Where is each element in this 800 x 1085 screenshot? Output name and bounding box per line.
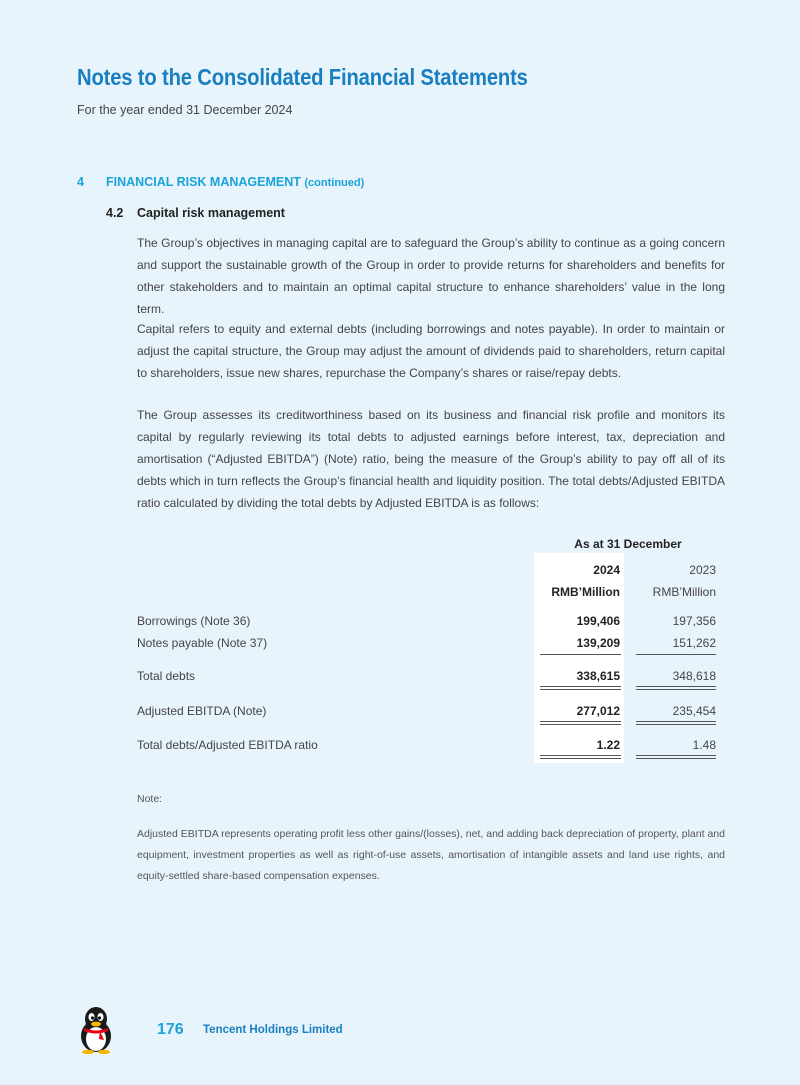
paragraph-creditworthiness: The Group assesses its creditworthiness based on its business and financial risk profile and monitors its capital by regularly reviewing its total debts to adjusted earnings before interest, tax, depreciation and amortisation (“Adjusted EBITDA”) (Note) ratio, being the measure of the Group’s ability to pay off all of its debts which in turn reflects the Group’s financial health and liquidity position. The total debts/Adjusted EBITDA ratio calculated by dividing the total debts by Adjusted EBITDA is as follows: — [137, 408, 725, 510]
row-label-adjusted-ebitda: Adjusted EBITDA (Note) — [137, 704, 267, 718]
column-header-year-2023: 2023 — [689, 563, 716, 577]
ebitda-rule-bottom-2024 — [540, 724, 621, 725]
value-borrowings-2023: 197,356 — [672, 614, 716, 628]
subtotal-rule-2023 — [636, 654, 716, 655]
paragraph-capital-objectives: The Group’s objectives in managing capital are to safeguard the Group’s ability to continue as a going concern and support the sustainable growth of the Group in order to provide returns for shareholders and benefits for other stakeholders and to maintain an optimal capital structure to enhance shareholders’ value in the long term. — [137, 236, 725, 316]
ratio-rule-top-2023 — [636, 755, 716, 756]
table-caption: As at 31 December — [574, 537, 682, 551]
row-label-ratio: Total debts/Adjusted EBITDA ratio — [137, 738, 318, 752]
section-number: 4 — [77, 175, 84, 189]
value-total-debts-2023: 348,618 — [672, 669, 716, 683]
value-notes-payable-2023: 151,262 — [672, 636, 716, 650]
subsection-number: 4.2 — [106, 206, 124, 220]
penguin-mascot-icon — [76, 1006, 116, 1054]
note-text: Adjusted EBITDA represents operating profit less other gains/(losses), net, and adding back depreciation of property, plant and equipment, investment properties as well as right-of-use assets, amortisation of intangible assets and land use rights, and equity-settled share-based compensation expenses. — [137, 828, 725, 882]
page-number: 176 — [157, 1021, 184, 1038]
value-adjusted-ebitda-2024: 277,012 — [576, 704, 620, 718]
value-borrowings-2024: 199,406 — [576, 614, 620, 628]
ratio-rule-bottom-2023 — [636, 758, 716, 759]
ratio-rule-top-2024 — [540, 755, 621, 756]
row-label-total-debts: Total debts — [137, 669, 196, 683]
total-rule-top-2024 — [540, 686, 621, 687]
ebitda-rule-bottom-2023 — [636, 724, 716, 725]
total-rule-bottom-2023 — [636, 689, 716, 690]
section-title: FINANCIAL RISK MANAGEMENT — [106, 175, 301, 189]
value-ratio-2023: 1.48 — [692, 738, 716, 752]
value-ratio-2024: 1.22 — [596, 738, 620, 752]
subsection-title: Capital risk management — [137, 206, 285, 220]
subtotal-rule-2024 — [540, 654, 621, 655]
section-continued: (continued) — [304, 177, 365, 189]
row-label-borrowings: Borrowings (Note 36) — [137, 614, 251, 628]
column-header-unit-2023: RMB’Million — [652, 585, 716, 599]
value-notes-payable-2024: 139,209 — [576, 636, 620, 650]
note-label: Note: — [137, 793, 163, 805]
paragraph-capital-definition: Capital refers to equity and external debts (including borrowings and notes payable). In order to maintain or adjust the capital structure, the Group may adjust the amount of dividends paid to shareholders, return capital to shareholders, issue new shares, repurchase the Company’s shares or raise/repay debts. — [137, 322, 725, 380]
total-rule-top-2023 — [636, 686, 716, 687]
page-title: Notes to the Consolidated Financial Statements — [77, 64, 528, 90]
column-header-year-2024: 2024 — [593, 563, 620, 577]
row-label-notes-payable: Notes payable (Note 37) — [137, 636, 268, 650]
ebitda-rule-top-2023 — [636, 721, 716, 722]
page-subtitle: For the year ended 31 December 2024 — [77, 103, 293, 117]
total-rule-bottom-2024 — [540, 689, 621, 690]
subsection-heading — [106, 206, 285, 220]
ratio-rule-bottom-2024 — [540, 758, 621, 759]
company-name: Tencent Holdings Limited — [203, 1024, 343, 1036]
value-total-debts-2024: 338,615 — [576, 669, 620, 683]
ebitda-rule-top-2024 — [540, 721, 621, 722]
column-header-unit-2024: RMB’Million — [551, 585, 620, 599]
section-heading — [77, 175, 364, 189]
value-adjusted-ebitda-2023: 235,454 — [672, 704, 716, 718]
